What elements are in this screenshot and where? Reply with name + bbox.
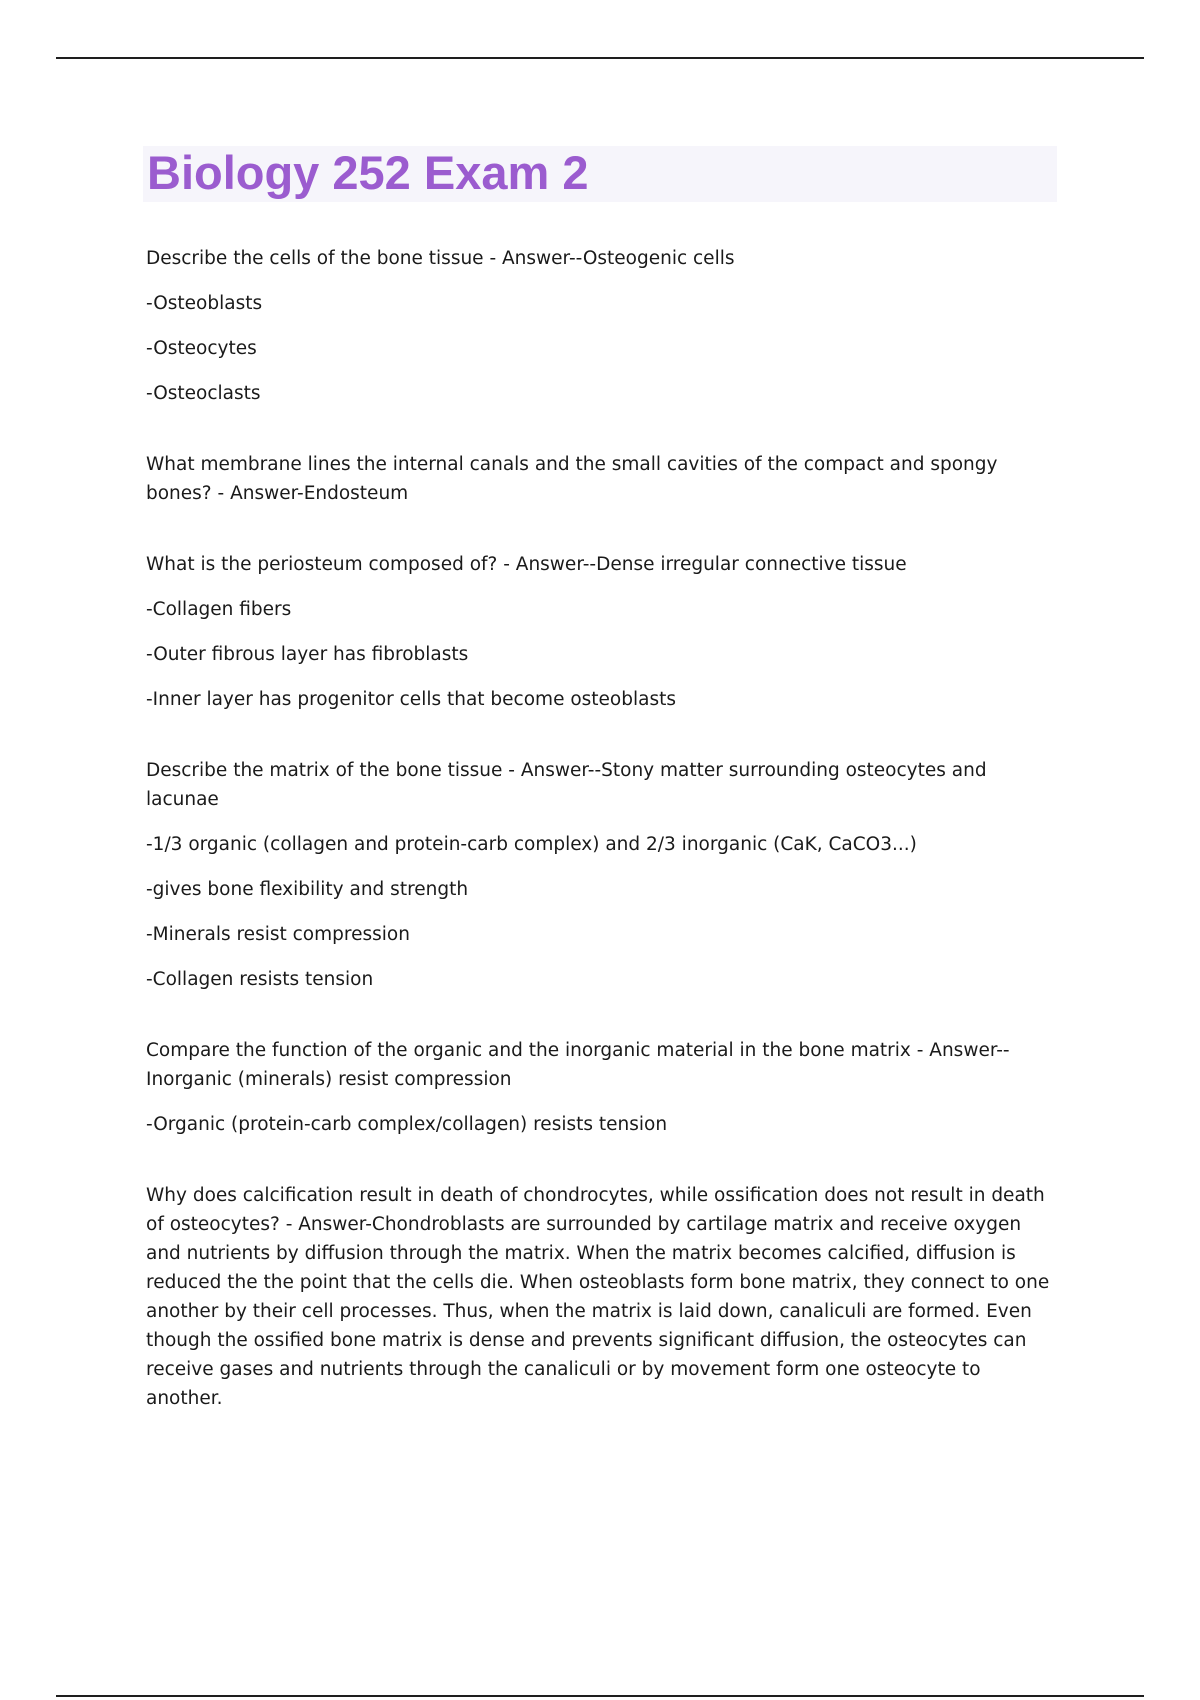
answer-line: -Osteoclasts: [146, 383, 261, 404]
answer-line: -Minerals resist compression: [146, 924, 410, 945]
answer-line: -Organic (protein-carb complex/collagen) resists tension: [146, 1114, 668, 1135]
question-answer: Describe the cells of the bone tissue - Answer--Osteogenic cells: [146, 248, 735, 269]
answer-line: -Outer fibrous layer has fibroblasts: [146, 644, 469, 665]
answer-line: -Inner layer has progenitor cells that become osteoblasts: [146, 689, 676, 710]
question-answer: What membrane lines the internal canals and the small cavities of the compact and spongy bones? - Answer-Endosteum: [146, 454, 998, 504]
question-answer: What is the periosteum composed of? - Answer--Dense irregular connective tissue: [146, 554, 907, 575]
answer-line: -gives bone flexibility and strength: [146, 879, 469, 900]
qa-entry: [146, 1036, 1056, 1139]
qa-entry: [146, 244, 1056, 408]
answer-line: -1/3 organic (collagen and protein-carb complex) and 2/3 inorganic (CaK, CaCO3...): [146, 834, 917, 855]
question-answer: Why does calcification result in death of chondrocytes, while ossification does not result in death of osteocytes? - Answer-Chondroblasts are surrounded by cartilage matrix and receive oxygen and nutrients by diffusion through the matrix. When the matrix becomes calcified, diffusion is reduced the the point that the cells die. When osteoblasts form bone matrix, they connect to one another by their cell processes. Thus, when the matrix is laid down, canaliculi are formed. Even though the ossified bone matrix is dense and prevents significant diffusion, the osteocytes can receive gases and nutrients through the canaliculi or by movement form one osteocyte to another.: [146, 1185, 1050, 1409]
qa-entry: [146, 1181, 1056, 1413]
question-answer: Compare the function of the organic and the inorganic material in the bone matrix - Answer--Inorganic (minerals) resist compression: [146, 1040, 1010, 1090]
qa-entry: [146, 550, 1056, 714]
answer-line: -Osteoblasts: [146, 293, 263, 314]
answer-line: -Collagen fibers: [146, 599, 292, 620]
qa-entry: [146, 450, 1056, 508]
document-body: [146, 244, 1056, 1455]
document-title: Biology 252 Exam 2: [147, 146, 589, 199]
answer-line: -Collagen resists tension: [146, 969, 374, 990]
qa-entry: [146, 756, 1056, 994]
header-rule: [56, 57, 1144, 59]
answer-line: -Osteocytes: [146, 338, 257, 359]
question-answer: Describe the matrix of the bone tissue - Answer--Stony matter surrounding osteocytes and lacunae: [146, 760, 987, 810]
footer-rule: [56, 1695, 1144, 1697]
